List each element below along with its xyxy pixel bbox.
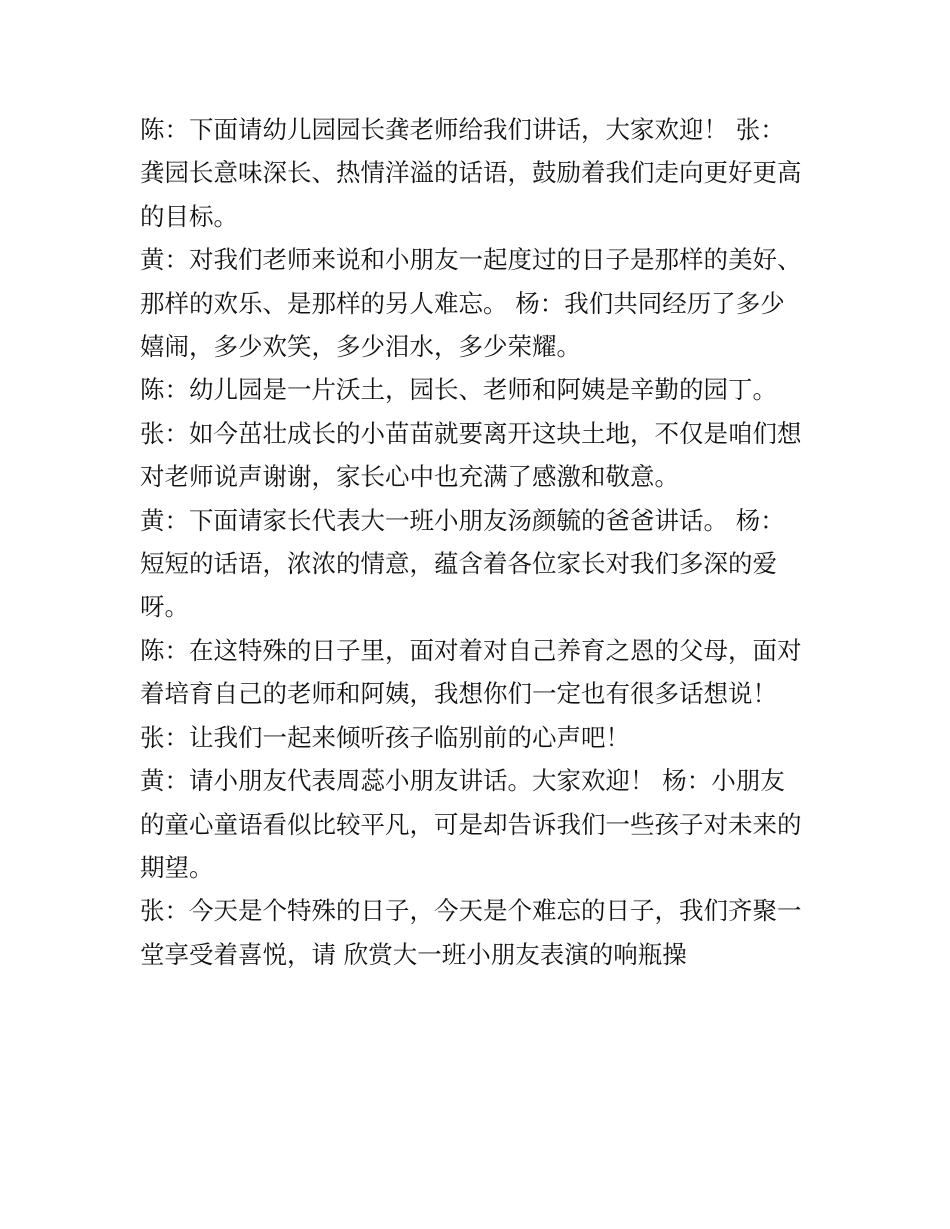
text-line-4: 黄：对我们老师来说和小朋友一起度过的日子是那样的美好、 xyxy=(140,245,802,275)
text-line-18: 期望。 xyxy=(140,852,214,882)
text-line-12: 呀。 xyxy=(140,592,189,622)
text-line-8: 张：如今茁壮成长的小苗苗就要离开这块土地，不仅是咱们想 xyxy=(140,418,802,448)
text-line-13: 陈：在这特殊的日子里，面对着对自己养育之恩的父母，面对 xyxy=(140,635,802,665)
text-line-10: 黄：下面请家长代表大一班小朋友汤颜毓的爸爸讲话。 杨： xyxy=(140,505,785,535)
text-line-11: 短短的话语，浓浓的情意，蕴含着各位家长对我们多深的爱 xyxy=(140,549,777,579)
text-line-17: 的童心童语看似比较平凡，可是却告诉我们一些孩子对未来的 xyxy=(140,809,802,839)
text-line-7: 陈：幼儿园是一片沃土，园长、老师和阿姨是辛勤的园丁。 xyxy=(140,375,777,405)
text-line-19: 张：今天是个特殊的日子，今天是个难忘的日子，我们齐聚一 xyxy=(140,896,802,926)
document-body xyxy=(140,108,830,976)
text-line-15: 张：让我们一起来倾听孩子临别前的心声吧！ xyxy=(140,722,630,752)
text-line-14: 着培育自己的老师和阿姨，我想你们一定也有很多话想说！ xyxy=(140,679,777,709)
text-line-6: 嬉闹，多少欢笑，多少泪水，多少荣耀。 xyxy=(140,332,581,362)
text-line-2: 龚园长意味深长、热情洋溢的话语，鼓励着我们走向更好更高 xyxy=(140,158,802,188)
text-line-3: 的目标。 xyxy=(140,201,238,231)
text-line-16: 黄：请小朋友代表周蕊小朋友讲话。大家欢迎！ 杨：小朋友 xyxy=(140,766,785,796)
text-line-1: 陈：下面请幼儿园园长龚老师给我们讲话，大家欢迎！ 张： xyxy=(140,115,785,144)
text-line-9: 对老师说声谢谢，家长心中也充满了感激和敬意。 xyxy=(140,462,679,492)
text-line-5: 那样的欢乐、是那样的另人难忘。 杨：我们共同经历了多少 xyxy=(140,288,785,318)
text-line-20: 堂享受着喜悦，请 欣赏大一班小朋友表演的响瓶操 xyxy=(140,939,687,969)
